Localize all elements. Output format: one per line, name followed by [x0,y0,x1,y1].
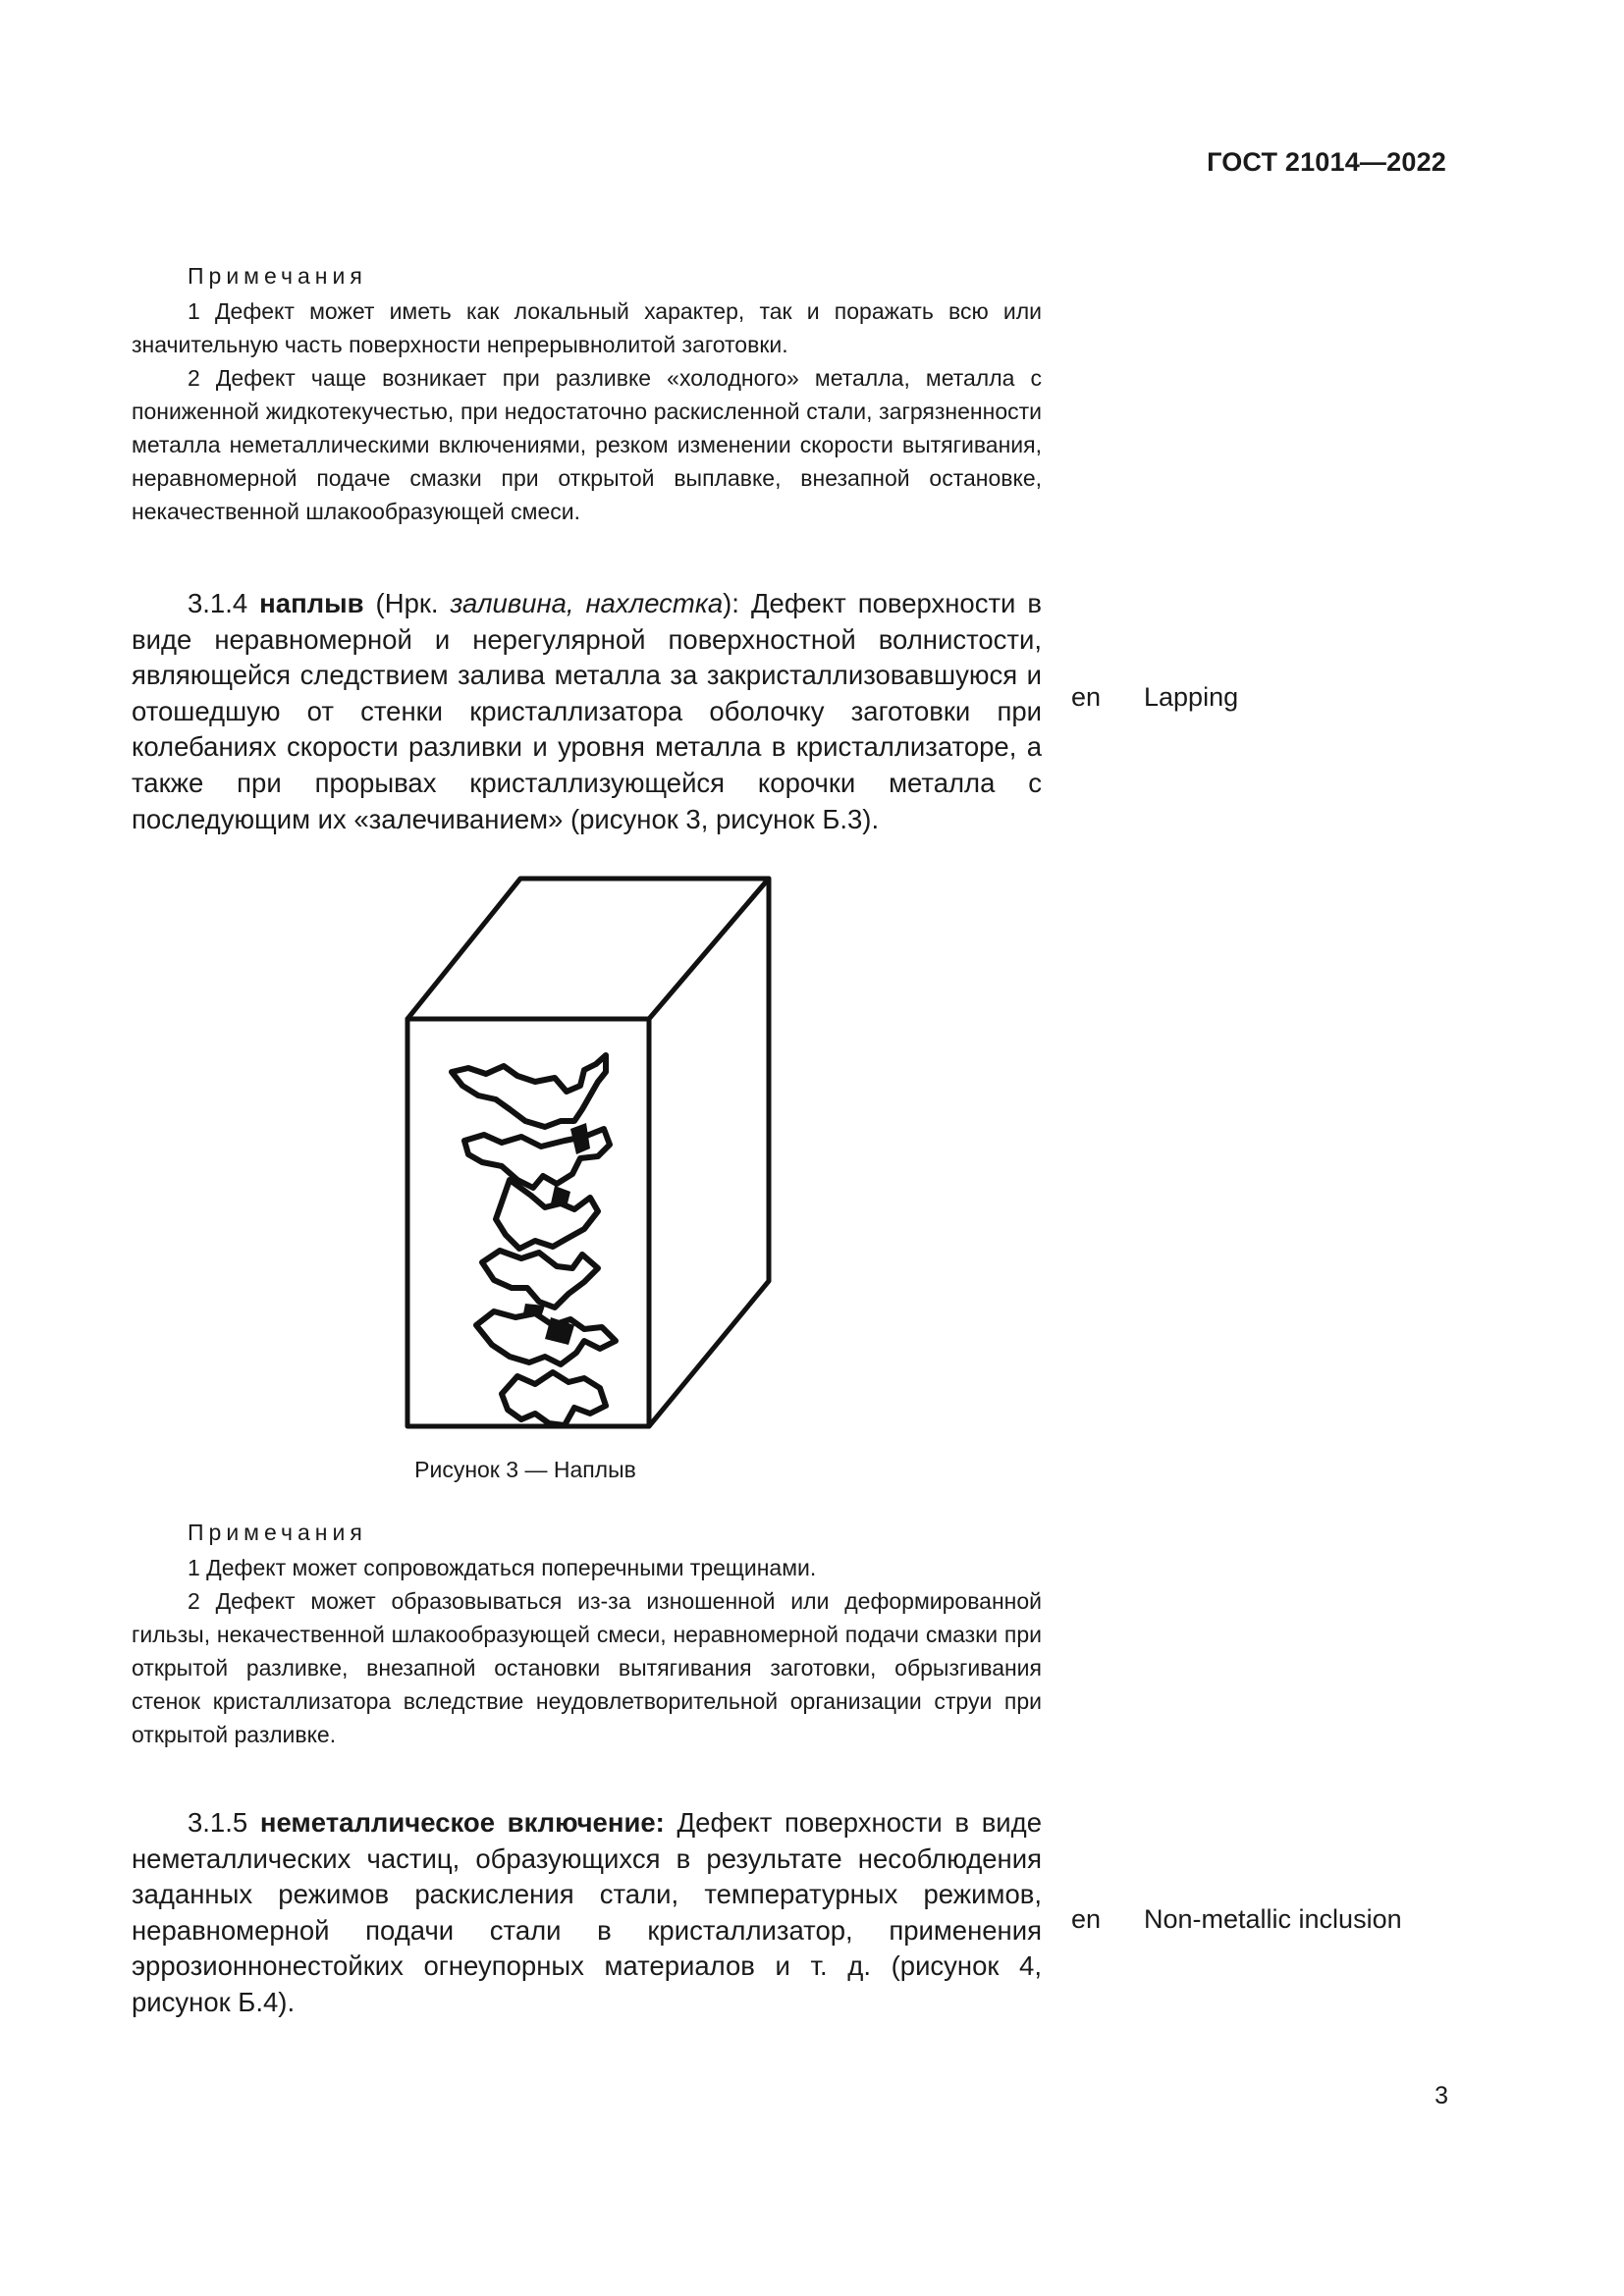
term-name: неметаллическое включение: [259,1807,665,1838]
nrk-open: (Нрк. [375,588,439,618]
nrk-close: ): [723,588,739,618]
term-number: 3.1.4 [188,588,248,618]
notes-title: Примечания [188,263,367,289]
nrk-terms: заливина, нахлестка [450,588,724,618]
term-number: 3.1.5 [188,1807,248,1838]
term-entry-3-1-5 [132,1805,1042,2021]
figure-lapping-illustration [388,864,790,1433]
term-definition: Дефект поверхности в виде неравномерной и нерегулярной поверхностной волнистости, являющейся следствием залива металла за закристаллизовавшуюся и отошедшую от стенки кристаллизатора оболочку заготовки при колебаниях скорости разливки и уровня металла в кристаллизаторе, а также при прорывах кристаллизующейся корочки металла с последующим их «залечиванием» (рисунок 3, рисунок Б.3). [132,588,1043,834]
term-paragraph [132,1805,1042,2021]
document-header: ГОСТ 21014—2022 [1207,147,1446,177]
language-code: en [1071,1904,1102,1934]
note-2: 2 Дефект чаще возникает при разливке «холодного» металла, металла с пониженной жидкотекучестью, при недостаточно раскисленной стали, загрязненности металла неметаллическими включениями, резком изменении скорости вытягивания, неравномерной подаче смазки при открытой выплавке, внезапной остановке, некачественной шлакообразующей смеси. [132,365,1042,524]
term-definition: Дефект поверхности в виде неметаллических частиц, образующихся в результате несоблюдения заданных режимов раскисления стали, температурных режимов, неравномерной подачи стали в кристаллизатор, применения эррозионнонестойких огнеупорных материалов и т. д. (рисунок 4, рисунок Б.4). [132,1807,1043,2017]
note-2: 2 Дефект может образовываться из-за изношенной или деформированной гильзы, некачественной шлакообразующей смеси, неравномерной подачи смазки при открытой разливке, внезапной остановки вытягивания заготовки, обрызгивания стенок кристаллизатора вследствие неудовлетворительной организации струи при открытой разливке. [132,1588,1042,1747]
figure-caption: Рисунок 3 — Наплыв [414,1457,636,1482]
notes-block [132,1551,1042,1751]
notes-title: Примечания [188,1520,367,1545]
english-term: Lapping [1144,682,1239,712]
page-number: 3 [1435,2082,1448,2109]
language-code: en [1071,682,1102,712]
term-entry-3-1-4 [132,586,1042,837]
term-name: наплыв [259,588,364,618]
note-1: 1 Дефект может сопровождаться поперечными трещинами. [188,1555,817,1580]
notes-block [132,294,1042,528]
english-term: Non-metallic inclusion [1144,1904,1402,1934]
term-paragraph [132,586,1042,837]
note-1: 1 Дефект может иметь как локальный характер, так и поражать всю или значительную часть поверхности непрерывнолитой заготовки. [132,298,1042,357]
